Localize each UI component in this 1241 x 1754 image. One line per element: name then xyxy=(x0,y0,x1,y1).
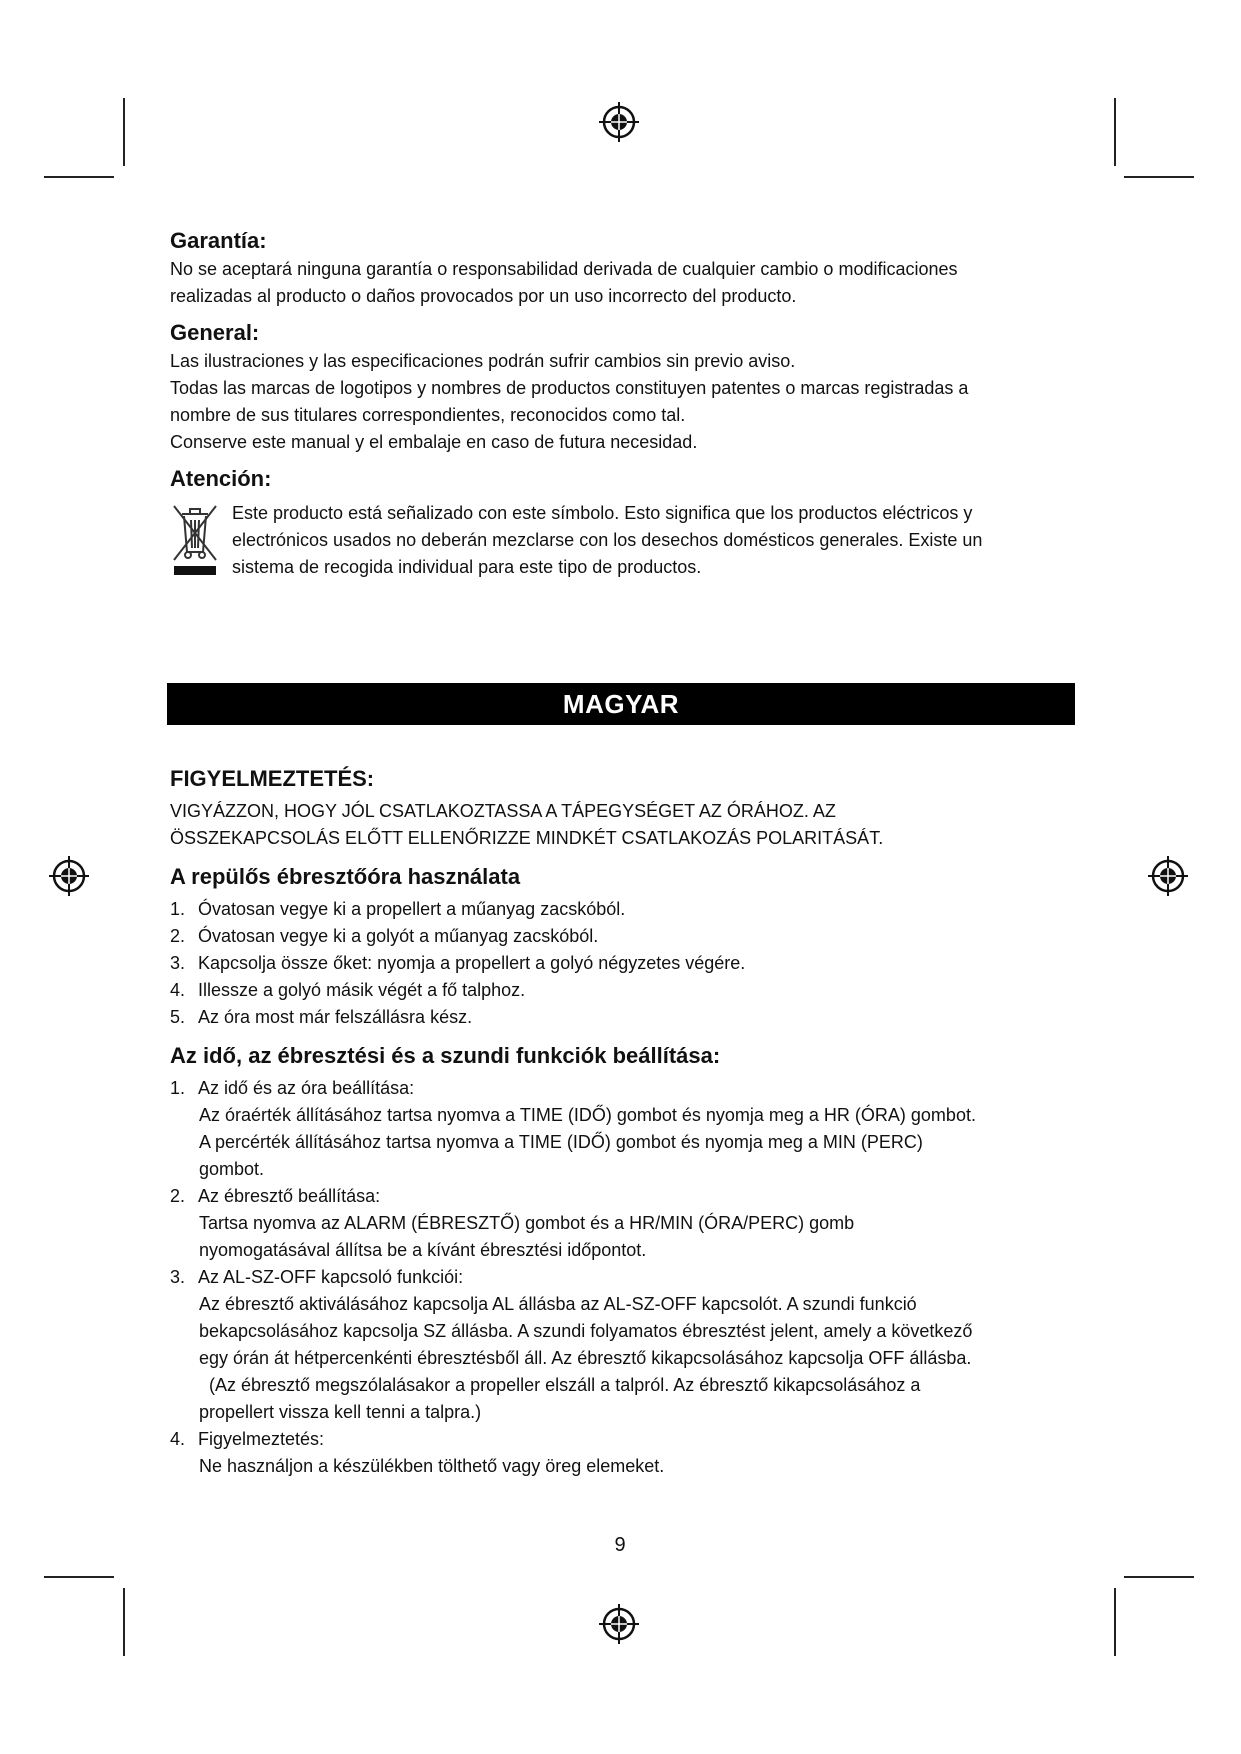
settings-item-title: Az idő és az óra beállítása: xyxy=(198,1078,415,1098)
settings-item-line: Ne használjon a készülékben tölthető vagy öreg elemeket. xyxy=(199,1456,665,1476)
garantia-line: No se aceptará ninguna garantía o responsabilidad derivada de cualquier cambio o modificaciones xyxy=(170,259,958,279)
settings-item-title: Az ébresztő beállítása: xyxy=(198,1186,381,1206)
general-section xyxy=(170,318,1070,456)
general-line: Conserve este manual y el embalaje en caso de futura necesidad. xyxy=(170,432,698,452)
settings-item-line: bekapcsolásához kapcsolja SZ állásba. A szundi folyamatos ébresztést jelent, amely a következő xyxy=(199,1321,973,1341)
list-item xyxy=(170,950,1080,977)
garantia-heading: Garantía: xyxy=(170,228,267,253)
list-item-text: Az óra most már felszállásra kész. xyxy=(198,1007,473,1027)
atencion-heading: Atención: xyxy=(170,466,272,491)
settings-item-number: 3. xyxy=(170,1267,186,1287)
settings-item xyxy=(170,1426,1080,1480)
list-item xyxy=(170,977,1080,1004)
list-item xyxy=(170,896,1080,923)
settings-item-number: 4. xyxy=(170,1429,186,1449)
general-heading: General: xyxy=(170,320,260,345)
usage-heading: A repülős ébresztőóra használata xyxy=(170,864,521,889)
general-line: Todas las marcas de logotipos y nombres de productos constituyen patentes o marcas registradas a xyxy=(170,378,969,398)
registration-mark-icon-top xyxy=(597,100,641,144)
settings-section xyxy=(170,1041,1080,1480)
settings-item-line: A percérték állításához tartsa nyomva a TIME (IDŐ) gombot és nyomja meg a MIN (PERC) xyxy=(199,1132,923,1152)
language-banner: MAGYAR xyxy=(167,683,1075,725)
page-number: 9 xyxy=(614,1534,626,1556)
hungarian-content xyxy=(170,764,1080,1490)
settings-item-title: Az AL-SZ-OFF kapcsoló funkciói: xyxy=(198,1267,464,1287)
settings-item-line: propellert vissza kell tenni a talpra.) xyxy=(199,1402,482,1422)
atencion-section xyxy=(170,464,1070,581)
warning-section xyxy=(170,764,1080,852)
crop-mark-bottom-left-vertical xyxy=(123,1588,125,1656)
crop-mark-top-right-horizontal xyxy=(1124,176,1194,178)
warning-line: ÖSSZEKAPCSOLÁS ELŐTT ELLENŐRIZZE MINDKÉT CSATLAKOZÁS POLARITÁSÁT. xyxy=(170,828,884,848)
crop-mark-top-left-vertical xyxy=(123,98,125,166)
registration-mark-icon-bottom xyxy=(597,1602,641,1646)
settings-item-number: 2. xyxy=(170,1186,186,1206)
list-item-number: 5. xyxy=(170,1007,186,1027)
list-item-number: 3. xyxy=(170,953,186,973)
settings-heading: Az idő, az ébresztési és a szundi funkciók beállítása: xyxy=(170,1043,721,1068)
settings-item-line: (Az ébresztő megszólalásakor a propeller elszáll a talpról. Az ébresztő kikapcsolásához a xyxy=(199,1375,921,1395)
registration-mark-icon-left xyxy=(47,854,91,898)
crop-mark-top-right-vertical xyxy=(1114,98,1116,166)
registration-mark-icon-right xyxy=(1146,854,1190,898)
general-line: Las ilustraciones y las especificaciones podrán sufrir cambios sin previo aviso. xyxy=(170,351,796,371)
garantia-line: realizadas al producto o daños provocados por un uso incorrecto del producto. xyxy=(170,286,797,306)
warning-line: VIGYÁZZON, HOGY JÓL CSATLAKOZTASSA A TÁPEGYSÉGET AZ ÓRÁHOZ. AZ xyxy=(170,801,836,821)
settings-item-title: Figyelmeztetés: xyxy=(198,1429,325,1449)
crop-mark-bottom-left-horizontal xyxy=(44,1576,114,1578)
spanish-content xyxy=(170,226,1070,589)
list-item-text: Illessze a golyó másik végét a fő talphoz. xyxy=(198,980,526,1000)
usage-section xyxy=(170,862,1080,1031)
settings-item-line: nyomogatásával állítsa be a kívánt ébresztési időpontot. xyxy=(199,1240,647,1260)
settings-item-number: 1. xyxy=(170,1078,186,1098)
list-item xyxy=(170,923,1080,950)
settings-item xyxy=(170,1075,1080,1183)
list-item-number: 2. xyxy=(170,926,186,946)
settings-item-line: Az ébresztő aktiválásához kapcsolja AL állásba az AL-SZ-OFF kapcsolót. A szundi funkció xyxy=(199,1294,917,1314)
settings-item xyxy=(170,1183,1080,1264)
atencion-row xyxy=(170,500,1070,581)
crop-mark-bottom-right-vertical xyxy=(1114,1588,1116,1656)
atencion-line: electrónicos usados no deberán mezclarse con los desechos domésticos generales. Existe un xyxy=(232,530,983,550)
general-line: nombre de sus titulares correspondientes, reconocidos como tal. xyxy=(170,405,686,425)
list-item-text: Kapcsolja össze őket: nyomja a propellert a golyó négyzetes végére. xyxy=(198,953,746,973)
crop-mark-bottom-right-horizontal xyxy=(1124,1576,1194,1578)
list-item-number: 1. xyxy=(170,899,186,919)
usage-list xyxy=(170,896,1080,1031)
settings-item-line: gombot. xyxy=(199,1159,265,1179)
settings-item xyxy=(170,1264,1080,1426)
atencion-line: sistema de recogida individual para este tipo de productos. xyxy=(232,557,702,577)
list-item-text: Óvatosan vegye ki a propellert a műanyag zacskóból. xyxy=(198,899,626,919)
weee-crossed-bin-icon xyxy=(170,500,220,580)
list-item xyxy=(170,1004,1080,1031)
settings-item-line: Az óraérték állításához tartsa nyomva a TIME (IDŐ) gombot és nyomja meg a HR (ÓRA) gombot. xyxy=(199,1105,976,1125)
list-item-number: 4. xyxy=(170,980,186,1000)
crop-mark-top-left-horizontal xyxy=(44,176,114,178)
settings-item-line: Tartsa nyomva az ALARM (ÉBRESZTŐ) gombot és a HR/MIN (ÓRA/PERC) gomb xyxy=(199,1213,855,1233)
warning-heading: FIGYELMEZTETÉS: xyxy=(170,766,375,791)
garantia-section xyxy=(170,226,1070,310)
atencion-line: Este producto está señalizado con este símbolo. Esto significa que los productos eléctricos y xyxy=(232,503,973,523)
settings-item-line: egy órán át hétpercenkénti ébresztésből áll. Az ébresztő kikapcsolásához kapcsolja OFF állásba. xyxy=(199,1348,972,1368)
list-item-text: Óvatosan vegye ki a golyót a műanyag zacskóból. xyxy=(198,926,599,946)
